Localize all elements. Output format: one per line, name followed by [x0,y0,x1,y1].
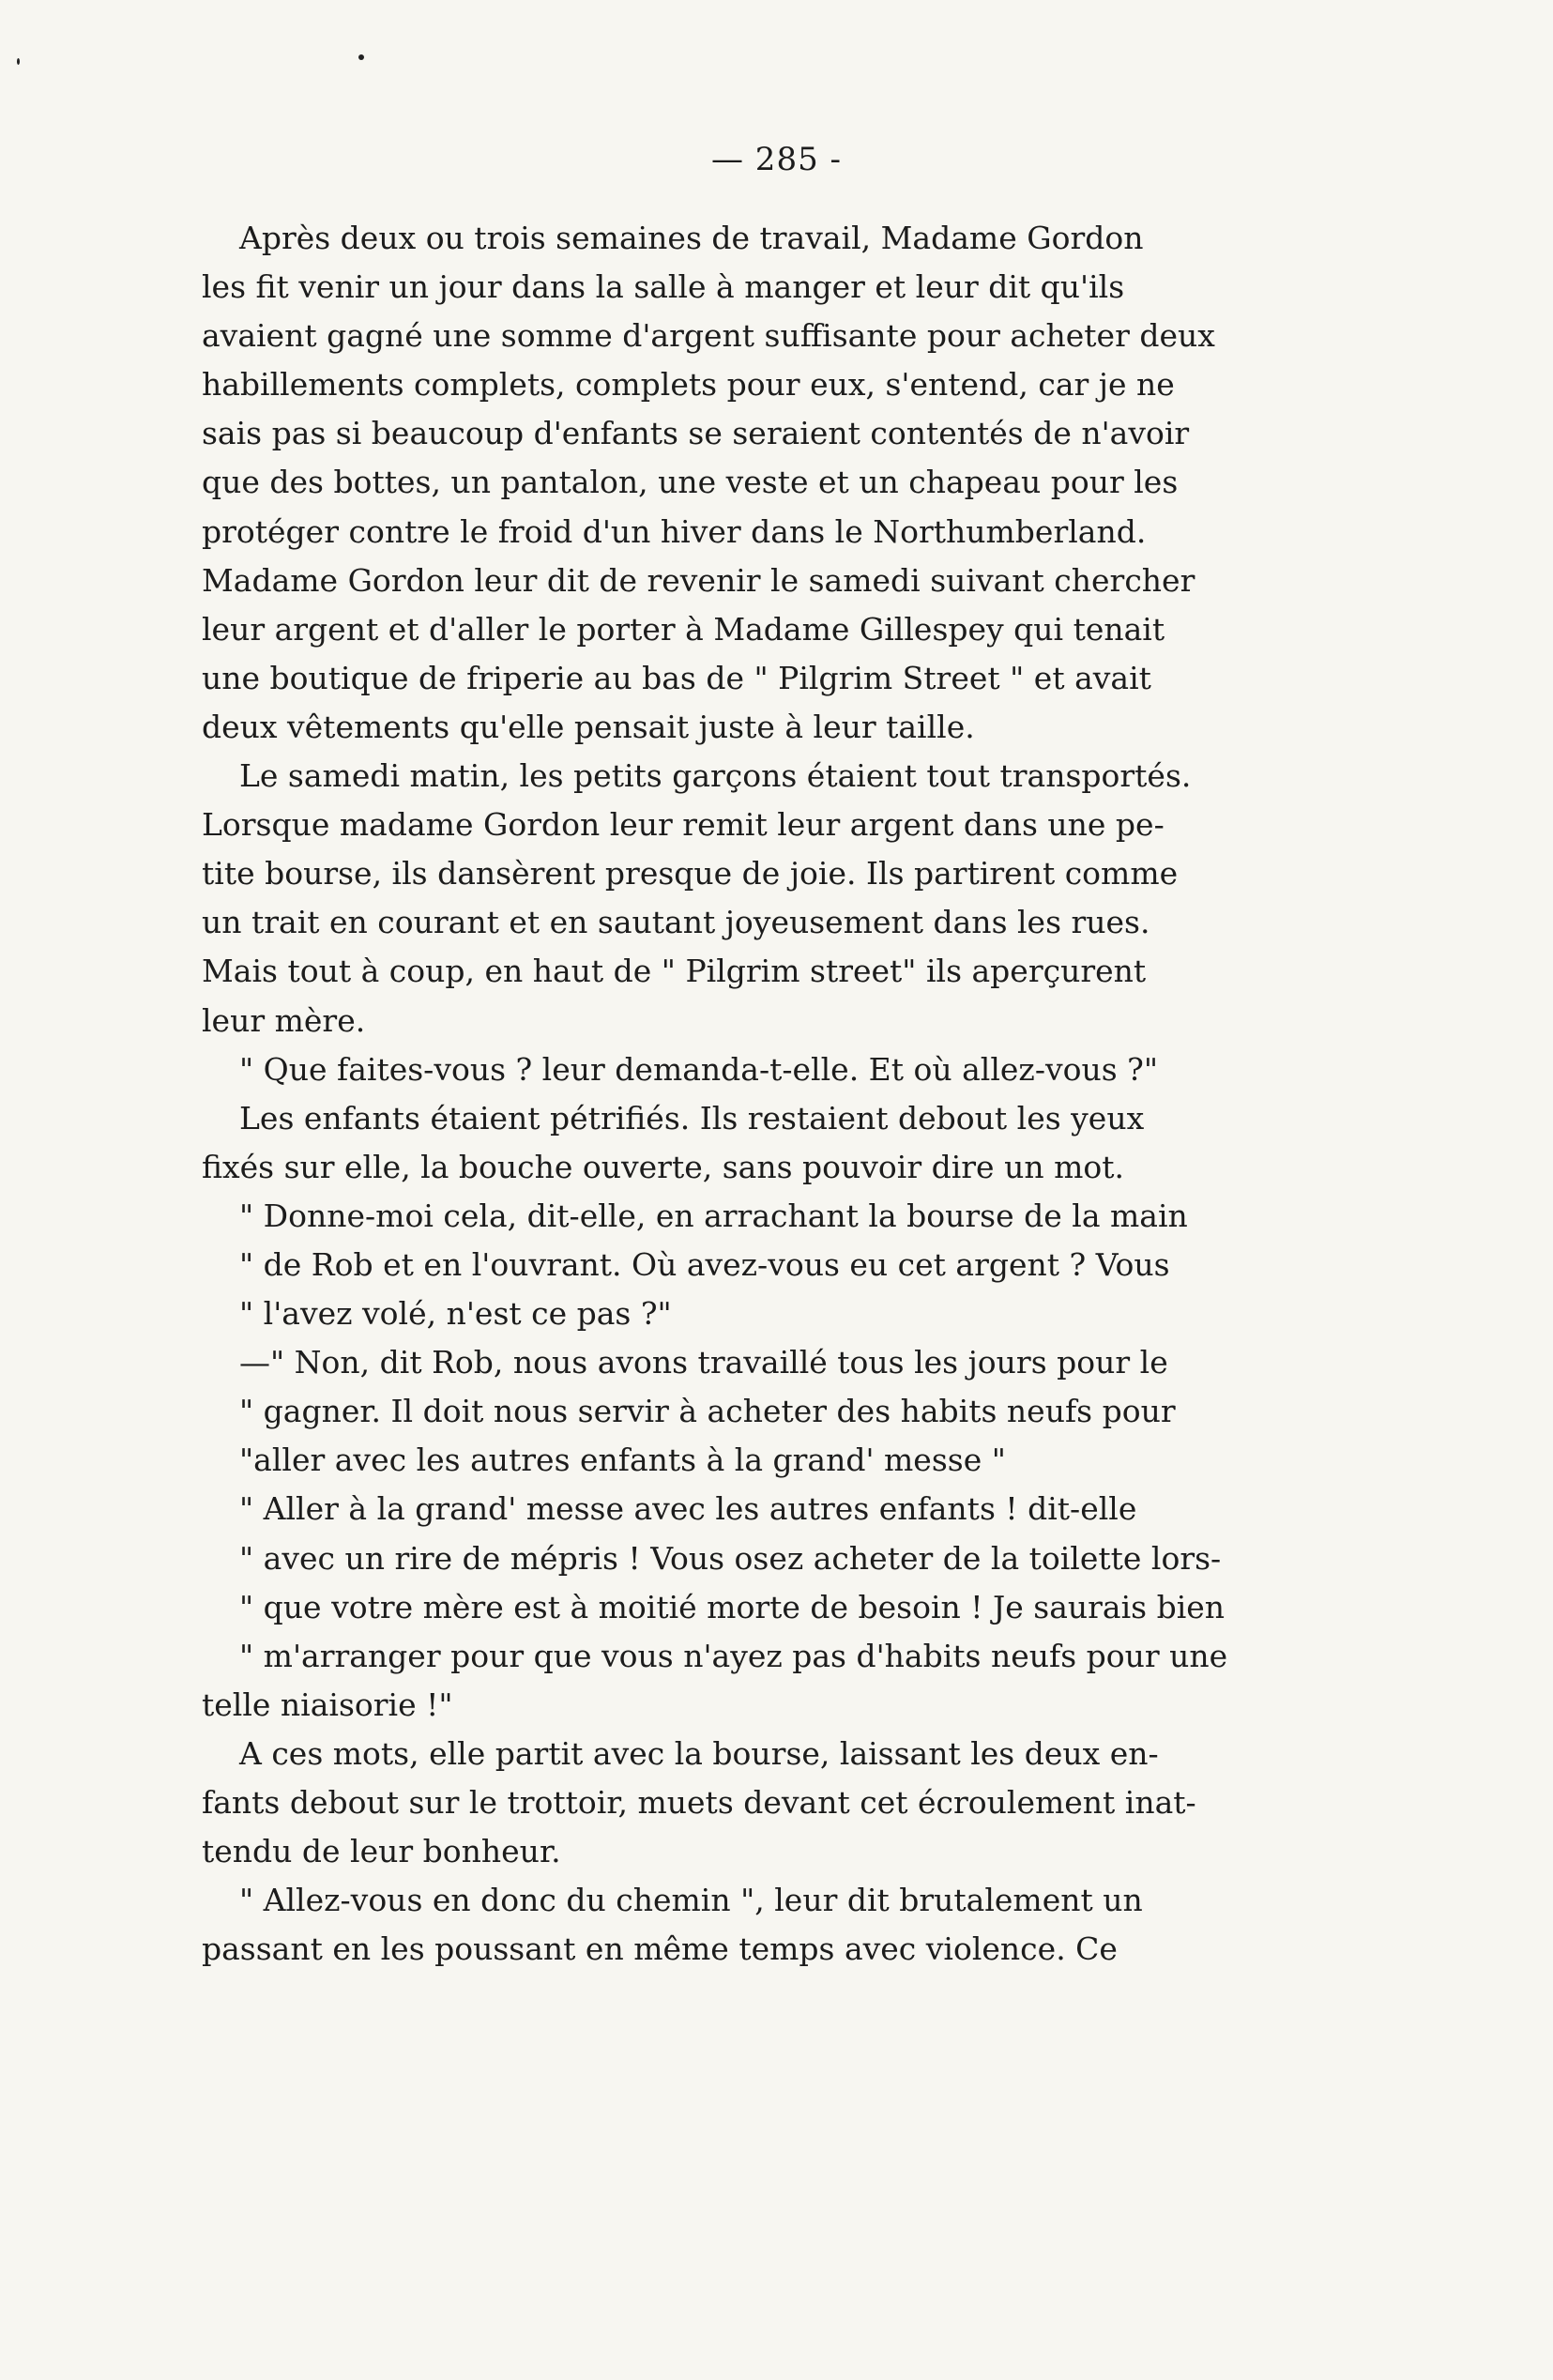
text-line: tendu de leur bonheur. [202,1833,561,1870]
ink-speck [17,58,20,65]
text-line: passant en les poussant en même temps avec violence. Ce [202,1930,1118,1968]
text-line: " gagner. Il doit nous servir à acheter des habits neufs pour [239,1393,1176,1430]
text-line: tite bourse, ils dansèrent presque de joie. Ils partirent comme [202,855,1179,892]
text-line: protéger contre le froid d'un hiver dans le Northumberland. [202,512,1147,550]
text-line: " de Rob et en l'ouvrant. Où avez-vous eu cet argent ? Vous [239,1245,1170,1283]
body-text [202,214,1281,1974]
text-line: sais pas si beaucoup d'enfants se seraient contentés de n'avoir [202,415,1190,452]
text-line: "aller avec les autres enfants à la grand' messe " [239,1442,1006,1479]
text-line: fixés sur elle, la bouche ouverte, sans pouvoir dire un mot. [202,1148,1124,1185]
text-line: " l'avez volé, n'est ce pas ?" [239,1295,672,1333]
text-line: " Aller à la grand' messe avec les autres enfants ! dit-elle [239,1490,1137,1528]
text-line: " que votre mère est à moitié morte de besoin ! Je saurais bien [239,1588,1226,1625]
text-line: Madame Gordon leur dit de revenir le samedi suivant chercher [202,561,1195,599]
text-line: fants debout sur le trottoir, muets devant cet écroulement inat- [202,1784,1196,1821]
text-line: " Que faites-vous ? leur demanda-t-elle. Et où allez-vous ?" [239,1050,1159,1088]
text-line: Le samedi matin, les petits garçons étaient tout transportés. [239,757,1192,795]
text-line: Après deux ou trois semaines de travail, Madame Gordon [239,220,1144,256]
text-line: " Donne-moi cela, dit-elle, en arrachant la bourse de la main [239,1197,1188,1234]
text-line: A ces mots, elle partit avec la bourse, laissant les deux en- [239,1734,1159,1772]
text-line: deux vêtements qu'elle pensait juste à leur taille. [202,708,975,745]
text-line: Mais tout à coup, en haut de " Pilgrim street" ils aperçurent [202,953,1147,990]
text-line: " avec un rire de mépris ! Vous osez acheter de la toilette lors- [239,1539,1222,1577]
text-line: les fit venir un jour dans la salle à manger et leur dit qu'ils [202,268,1125,306]
text-line: habillements complets, complets pour eux, s'entend, car je ne [202,366,1175,404]
text-line: Lorsque madame Gordon leur remit leur argent dans une pe- [202,806,1165,844]
text-line: Les enfants étaient pétrifiés. Ils restaient debout les yeux [239,1099,1145,1137]
text-line: avaient gagné une somme d'argent suffisante pour acheter deux [202,317,1215,355]
text-line: que des bottes, un pantalon, une veste et un chapeau pour les [202,464,1179,501]
page-number: — 285 - [711,141,842,178]
text-line: " Allez-vous en donc du chemin ", leur dit brutalement un [239,1882,1143,1919]
text-line: telle niaisorie !" [202,1686,453,1723]
text-line: un trait en courant et en sautant joyeusement dans les rues. [202,904,1150,941]
text-line: —" Non, dit Rob, nous avons travaillé tous les jours pour le [239,1344,1168,1381]
text-line: une boutique de friperie au bas de " Pilgrim Street " et avait [202,659,1151,696]
text-line: leur mère. [202,1001,366,1039]
text-line: leur argent et d'aller le porter à Madame Gillespey qui tenait [202,610,1165,648]
text-line: " m'arranger pour que vous n'ayez pas d'habits neufs pour une [239,1637,1228,1674]
ink-speck [358,54,364,60]
